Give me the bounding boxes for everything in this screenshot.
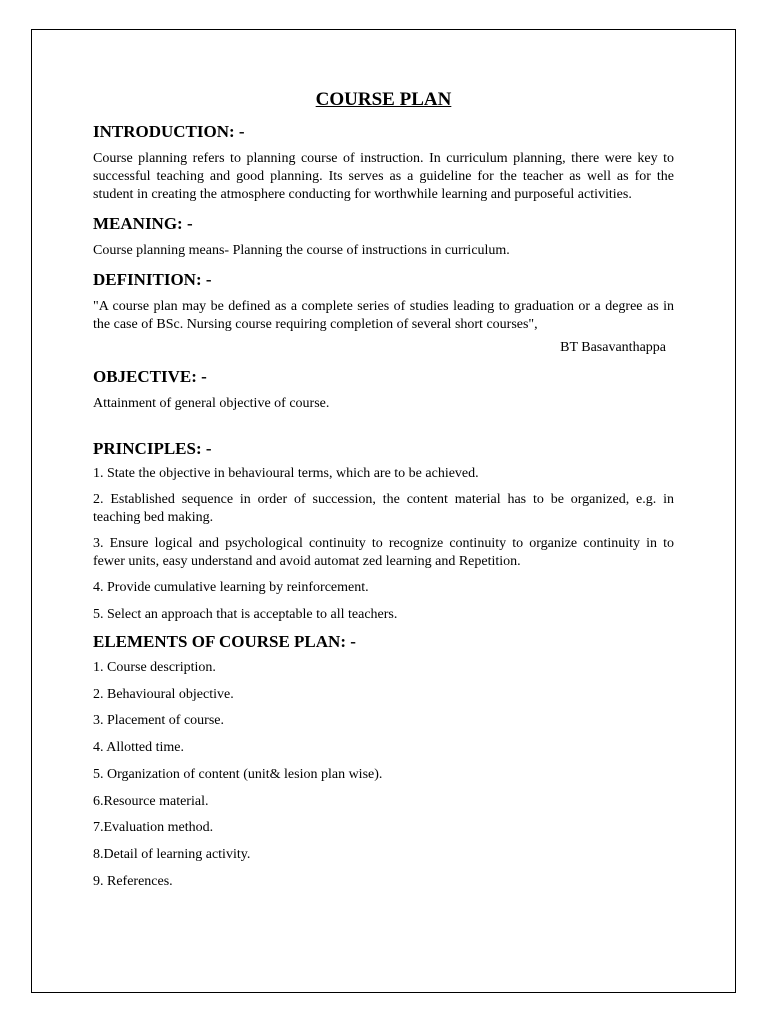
objective-heading: OBJECTIVE: - bbox=[93, 367, 207, 386]
principle-item: 1. State the objective in behavioural terms, which are to be achieved. bbox=[93, 466, 479, 481]
introduction-heading: INTRODUCTION: - bbox=[93, 122, 245, 141]
meaning-text: Course planning means- Planning the course of instructions in curriculum. bbox=[93, 243, 510, 258]
objective-text: Attainment of general objective of course. bbox=[93, 396, 330, 411]
elements-heading: ELEMENTS OF COURSE PLAN: - bbox=[93, 632, 356, 651]
element-item: 9. References. bbox=[93, 874, 173, 889]
element-item: 5. Organization of content (unit& lesion plan wise). bbox=[93, 767, 383, 782]
elements-list bbox=[93, 659, 674, 891]
element-item: 8.Detail of learning activity. bbox=[93, 847, 251, 862]
principle-item: 4. Provide cumulative learning by reinforcement. bbox=[93, 580, 369, 595]
principle-item: 2. Established sequence in order of succession, the content material has to be organized, e.g. in teaching bed making. bbox=[93, 492, 674, 525]
introduction-text: Course planning refers to planning course of instruction. In curriculum planning, there were key to successful teaching and good planning. Its serves as a guideline for the teacher as well as for the student in creating the atmosphere conducting for worthwhile learning and purposeful activities. bbox=[93, 151, 674, 202]
document-body bbox=[93, 86, 674, 891]
meaning-heading: MEANING: - bbox=[93, 214, 193, 233]
definition-attribution: BT Basavanthappa bbox=[560, 340, 666, 355]
element-item: 7.Evaluation method. bbox=[93, 820, 214, 835]
principles-list bbox=[93, 465, 674, 624]
definition-text: "A course plan may be defined as a complete series of studies leading to graduation or a degree as in the case of BSc. Nursing course requiring completion of several short courses", bbox=[93, 299, 674, 332]
element-item: 2. Behavioural objective. bbox=[93, 687, 234, 702]
principles-heading: PRINCIPLES: - bbox=[93, 439, 212, 458]
element-item: 1. Course description. bbox=[93, 660, 216, 675]
definition-heading: DEFINITION: - bbox=[93, 270, 212, 289]
element-item: 4. Allotted time. bbox=[93, 740, 184, 755]
document-title: COURSE PLAN bbox=[315, 89, 452, 110]
principle-item: 5. Select an approach that is acceptable to all teachers. bbox=[93, 607, 398, 622]
element-item: 3. Placement of course. bbox=[93, 713, 225, 728]
element-item: 6.Resource material. bbox=[93, 794, 209, 809]
principle-item: 3. Ensure logical and psychological continuity to recognize continuity to organize continuity in to fewer units, easy understand and avoid automat zed learning and Repetition. bbox=[93, 536, 674, 569]
